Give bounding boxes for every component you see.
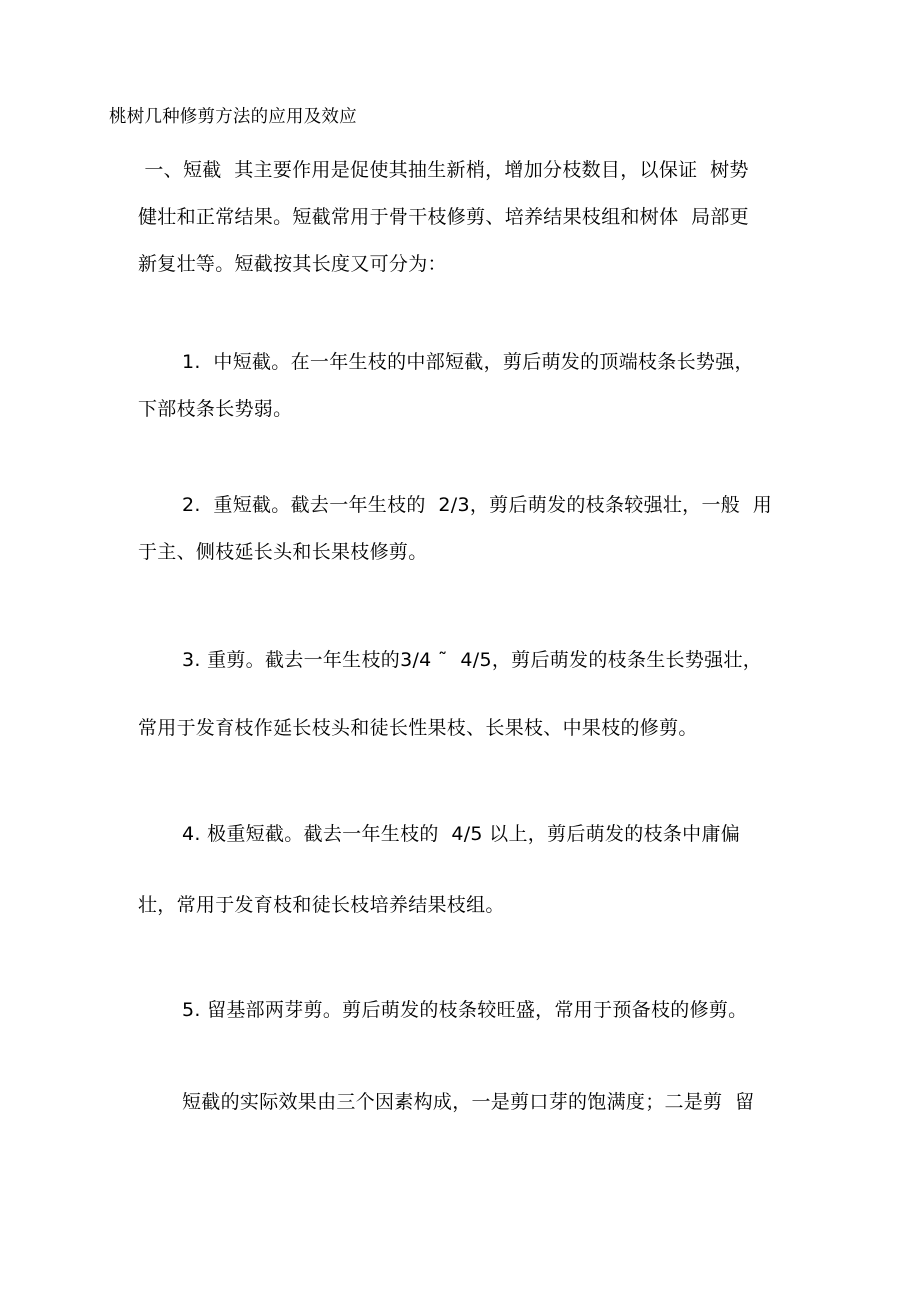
list-item-line: 1. 中短截。在一年生枝的中部短截，剪后萌发的顶端枝条长势强，	[182, 351, 754, 373]
list-item-line: 2. 重短截。截去一年生枝的 2/3，剪后萌发的枝条较强壮，一般 用	[182, 494, 773, 516]
paragraph-line: 一、短截 其主要作用是促使其抽生新梢，增加分枝数目，以保证 树势	[138, 159, 749, 181]
list-item-line: 常用于发育枝作延长枝头和徒长性果枝、长果枝、中果枝的修剪。	[138, 717, 698, 739]
list-item-line: 4. 极重短截。截去一年生枝的 4/5 以上，剪后萌发的枝条中庸偏	[182, 823, 741, 845]
paragraph-line: 新复壮等。短截按其长度又可分为：	[138, 253, 447, 275]
paragraph-line: 短截的实际效果由三个因素构成，一是剪口芽的饱满度；二是剪 留	[182, 1091, 755, 1113]
list-item-line: 5. 留基部两芽剪。剪后萌发的枝条较旺盛，常用于预备枝的修剪。	[182, 999, 748, 1021]
list-item-line: 3. 重剪。截去一年生枝的3/4 ˜ 4/5，剪后萌发的枝条生长势强壮，	[182, 649, 763, 671]
list-item-line: 壮，常用于发育枝和徒长枝培养结果枝组。	[138, 894, 505, 916]
list-item-line: 于主、侧枝延长头和长果枝修剪。	[138, 541, 428, 563]
document-title: 桃树几种修剪方法的应用及效应	[109, 107, 357, 127]
list-item-line: 下部枝条长势弱。	[138, 398, 293, 420]
paragraph-line: 健壮和正常结果。短截常用于骨干枝修剪、培养结果枝组和树体 局部更	[138, 206, 749, 228]
